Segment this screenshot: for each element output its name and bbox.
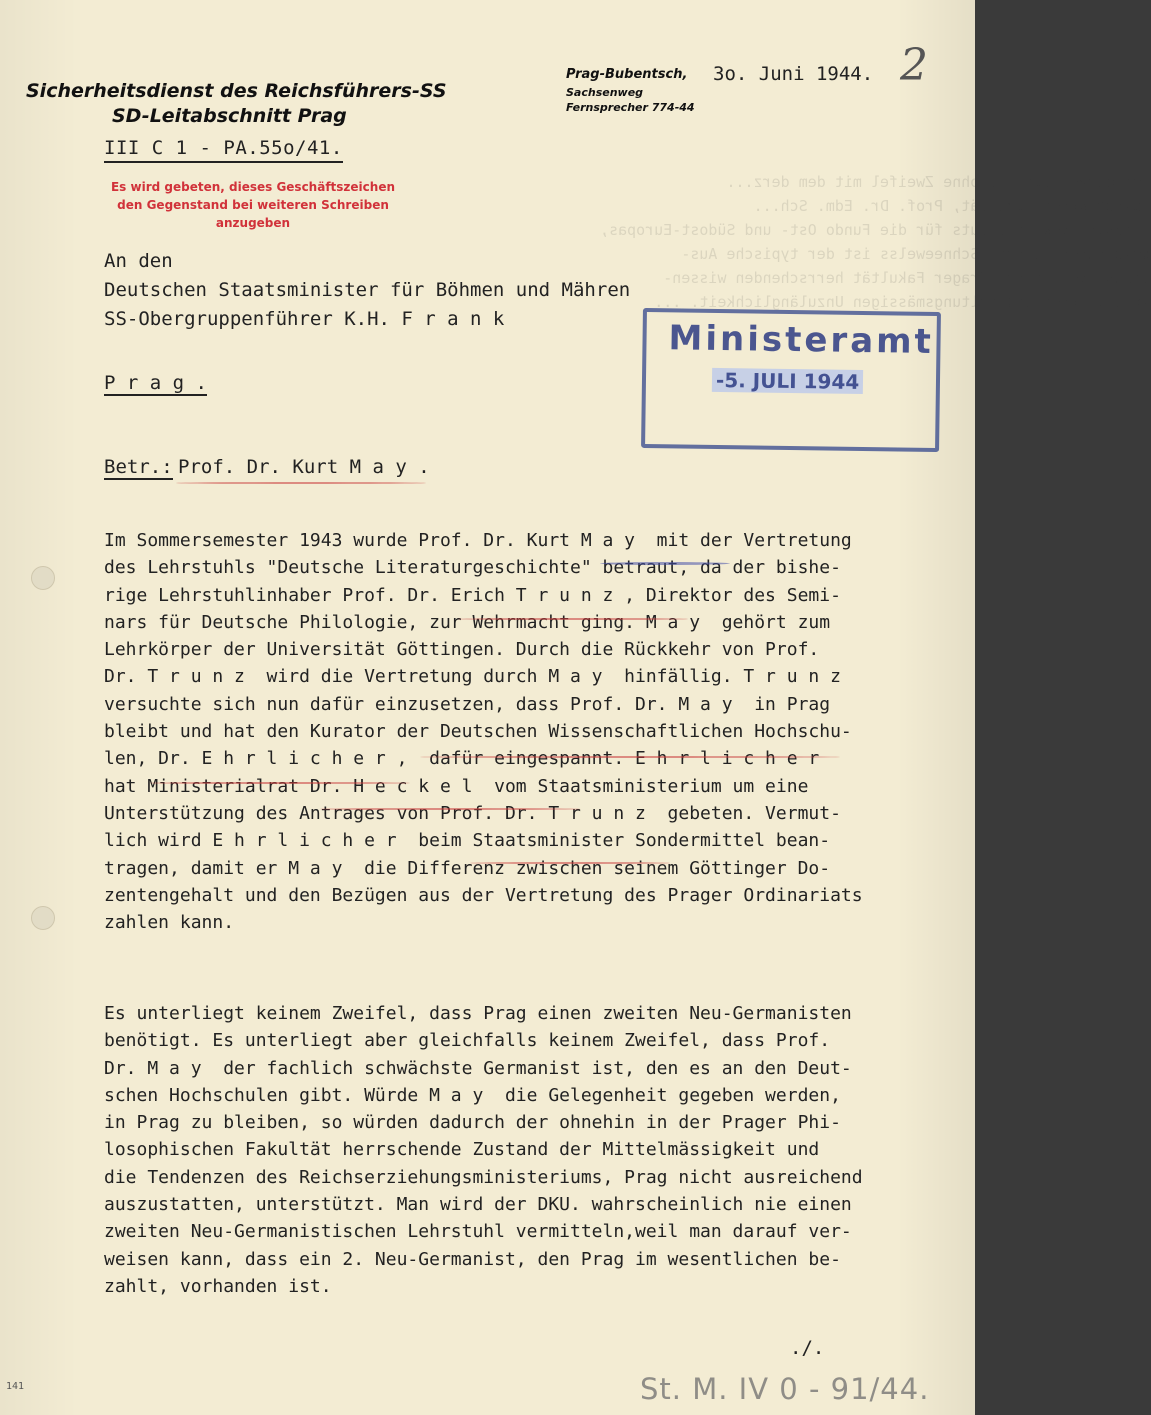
body-line: tragen, damit er M a y die Differenz zwischen seinem Göttinger Do- [104,857,831,879]
red-pencil-underline [320,808,580,810]
ministeramt-receipt-stamp [641,308,941,452]
body-line: zahlt, vorhanden ist. [104,1275,332,1297]
stamp-title: Ministeramt [668,318,935,362]
letter-date: 3o. Juni 1944. [713,63,874,85]
address-city: Prag-Bubentsch, [566,67,688,82]
body-line: zentengehalt und den Bezügen aus der Vertretung des Prager Ordinariats [104,884,863,906]
stamp-line: den Gegenstand bei weiteren Schreiben [117,198,389,212]
archive-signature: St. M. IV 0 - 91/44. [640,1372,930,1406]
body-line: losophischen Fakultät herrschende Zustand der Mittelmässigkeit und [104,1139,820,1161]
org-name-line2: SD-Leitabschnitt Prag [112,105,347,127]
archive-number: 141 [6,1381,25,1392]
red-pencil-underline [150,782,410,784]
body-line: bleibt und hat den Kurator der Deutschen Wissenschaftlichen Hochschu- [104,721,852,743]
body-line: auszustatten, unterstützt. Man wird der DKU. wahrscheinlich nie einen [104,1194,852,1216]
body-line: weisen kann, dass ein 2. Neu-Germanist, den Prag im wesentlichen be- [104,1248,841,1270]
recipient-city: P r a g . [104,372,207,394]
org-name-line1: Sicherheitsdienst des Reichsführers-SS [26,80,447,102]
punch-hole [31,566,55,590]
phone-number: Fernsprecher 774-44 [566,101,695,114]
reference-number: III C 1 - PA.55o/41. [104,137,343,163]
body-line: versuchte sich nun dafür einzusetzen, dass Prof. Dr. M a y in Prag [104,693,831,715]
red-pencil-underline [458,618,688,620]
stamp-date: -5. JULI 1944 [712,368,864,394]
body-paragraph-1 [104,527,863,936]
handwritten-page-number: 2 [900,40,928,91]
body-line: Unterstützung des Antrages von Prof. Dr. T r u n z gebeten. Vermut- [104,802,841,824]
body-line: benötigt. Es unterliegt aber gleichfalls keinem Zweifel, dass Prof. [104,1030,831,1052]
body-line: schen Hochschulen gibt. Würde M a y die Gelegenheit gegeben werden, [104,1084,841,1106]
bleed-through-text: Der ganze Plan ist ohne Zweifel mit dem derz... losophischen Fakultät, Prof. Dr. Edm. Sch... Direktor des Instituts für die Fundo Ost- und Südost-Europas, besprochen worden. Schneewelss ist der typische Aus- druck, der in der Prager Fakultät herrschenden wissen- schaftlichen und haltungsmässigen Unzulänglichkeit. ... [600,173,1151,311]
body-line: rige Lehrstuhlinhaber Prof. Dr. Erich T r u n z , Direktor des Semi- [104,584,841,606]
body-line: zahlen kann. [104,912,235,934]
body-paragraph-2 [104,1000,863,1300]
body-line: len, Dr. E h r l i c h e r , dafür eingespannt. E h r l i c h e r [104,748,820,770]
blue-pencil-underline [600,562,730,565]
body-line: die Tendenzen des Reichserziehungsministeriums, Prag nicht ausreichend [104,1166,863,1188]
body-line: Lehrkörper der Universität Göttingen. Durch die Rückkehr von Prof. [104,639,820,661]
stamp-line: Es wird gebeten, dieses Geschäftszeichen [110,180,395,194]
red-pencil-underline [470,862,670,864]
reference-instruction-stamp [108,178,398,232]
stamp-line: anzugeben [215,216,291,230]
body-line: Im Sommersemester 1943 wurde Prof. Dr. Kurt M a y mit der Vertretung [104,530,852,551]
subject-label: Betr.: [104,456,173,478]
body-line: hat Ministerialrat Dr. H e c k e l vom Staatsministerium um eine [104,775,809,797]
recipient-line2: Deutschen Staatsminister für Böhmen und Mähren [104,279,631,301]
address-street: Sachsenweg [566,86,644,99]
body-line: zweiten Neu-Germanistischen Lehrstuhl vermitteln,weil man darauf ver- [104,1221,852,1243]
red-pencil-underline [176,482,426,484]
red-pencil-underline [420,756,840,758]
recipient-line3: SS-Obergruppenführer K.H. F r a n k [104,308,505,330]
punch-hole [31,906,55,930]
body-line: lich wird E h r l i c h e r beim Staatsminister Sondermittel bean- [104,830,831,852]
body-line: in Prag zu bleiben, so würden dadurch der ohnehin in der Prager Phi- [104,1112,841,1134]
continuation-mark: ./. [790,1337,825,1359]
body-line: Dr. M a y der fachlich schwächste Germanist ist, den es an den Deut- [104,1057,852,1079]
body-line: des Lehrstuhls "Deutsche Literaturgeschichte" betraut, da der bishe- [104,557,841,579]
body-line: nars für Deutsche Philologie, zur Wehrmacht ging. M a y gehört zum [104,611,831,633]
body-line: Es unterliegt keinem Zweifel, dass Prag einen zweiten Neu-Germanisten [104,1003,852,1024]
subject-text: Prof. Dr. Kurt M a y . [178,456,430,478]
body-line: Dr. T r u n z wird die Vertretung durch M a y hinfällig. T r u n z [104,666,841,688]
recipient-line1: An den [104,250,173,272]
